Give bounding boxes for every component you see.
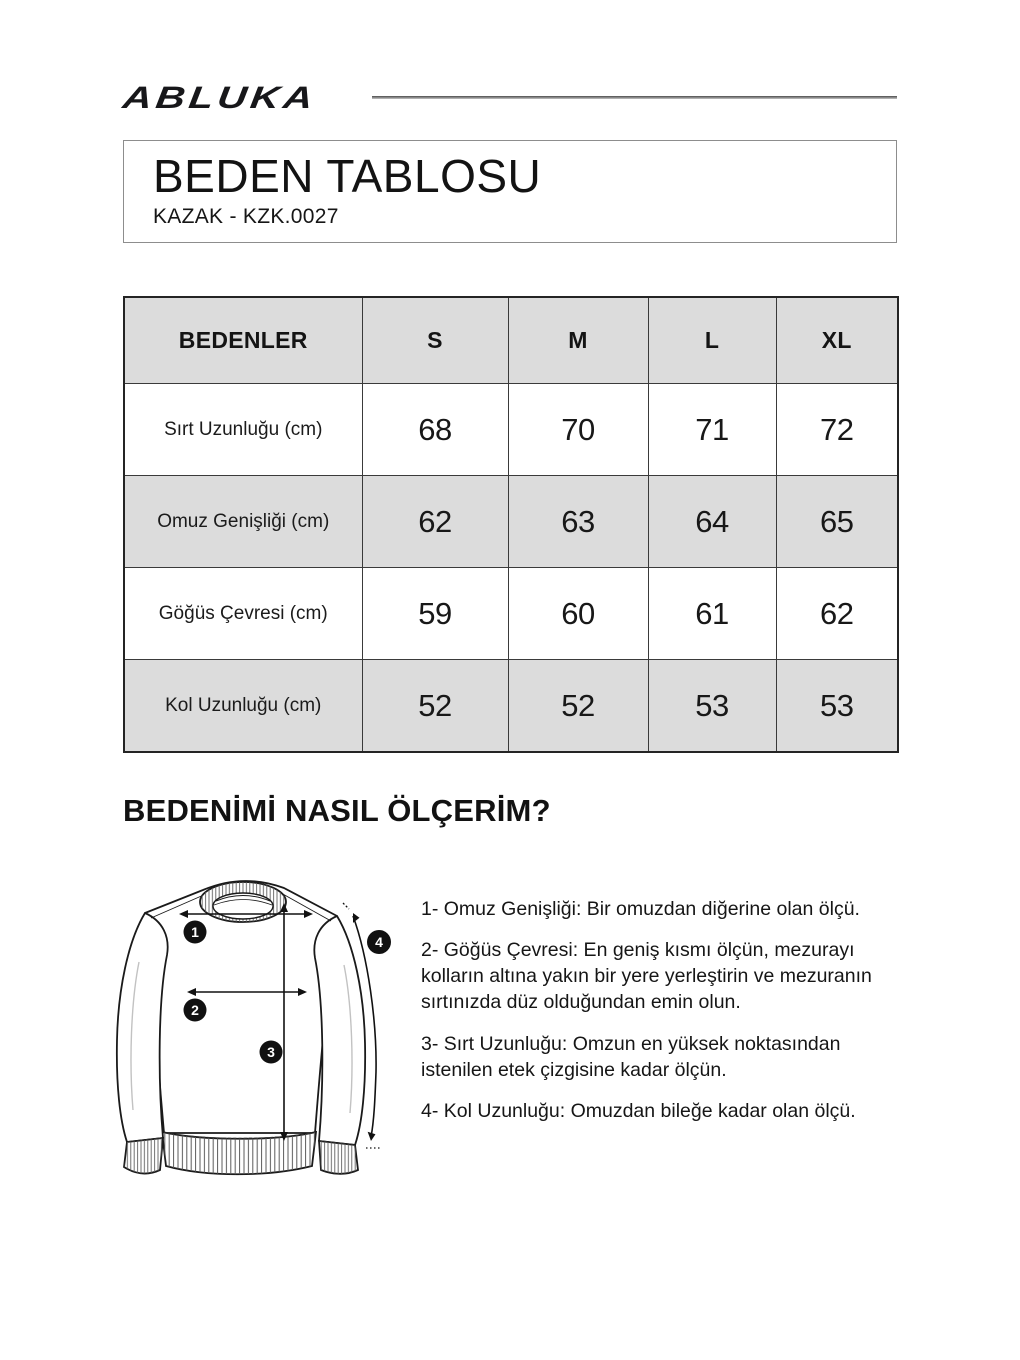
sweater-measurement-diagram-icon [100,860,420,1205]
sweater-right-sleeve [314,916,365,1145]
table-row-sirt-uzunlugu [124,384,898,476]
instruction-sleeve-length: 4- Kol Uzunluğu: Omuzdan bileğe kadar olan ölçü. [421,1099,856,1122]
cell-value: 53 [648,660,776,753]
diagram-marker-4 [367,930,391,954]
row-label: Kol Uzunluğu (cm) [124,660,362,753]
product-code: KAZAK - KZK.0027 [153,204,339,228]
table-row-omuz-genisligi [124,476,898,568]
brand-header [120,79,897,115]
instruction-back-length: 3- Sırt Uzunluğu: Omzun en yüksek noktasından istenilen etek çizgisine kadar ölçün. [421,1032,841,1081]
cell-value: 64 [648,476,776,568]
measure-instructions [421,896,915,1124]
row-label: Göğüs Çevresi (cm) [124,568,362,660]
cell-value: 52 [362,660,508,753]
cell-value: 72 [776,384,898,476]
sweater-left-sleeve [117,913,168,1142]
row-label: Sırt Uzunluğu (cm) [124,384,362,476]
instruction-shoulder-width: 1- Omuz Genişliği: Bir omuzdan diğerine olan ölçü. [421,898,860,920]
measure-section-heading: BEDENİMİ NASIL ÖLÇERİM? [123,793,551,828]
cell-value: 63 [508,476,648,568]
header-cell-s: S [362,297,508,384]
brand-logo: ABLUKA [120,79,319,115]
header-cell-m: M [508,297,648,384]
cell-value: 62 [776,568,898,660]
row-label: Omuz Genişliği (cm) [124,476,362,568]
header-cell-bedenler: BEDENLER [124,297,362,384]
cell-value: 59 [362,568,508,660]
cell-value: 68 [362,384,508,476]
cell-value: 60 [508,568,648,660]
table-row-gogus-cevresi [124,568,898,660]
size-table [123,296,899,753]
svg-text:1: 1 [191,924,199,940]
diagram-marker-1 [184,921,207,944]
header-cell-l: L [648,297,776,384]
page-title: BEDEN TABLOSU [153,150,542,202]
table-row-kol-uzunlugu [124,660,898,753]
cell-value: 53 [776,660,898,753]
svg-text:3: 3 [267,1044,275,1060]
diagram-marker-2 [184,999,207,1022]
cell-value: 61 [648,568,776,660]
diagram-marker-3 [260,1041,283,1064]
size-table-header-row [124,297,898,384]
svg-text:4: 4 [375,934,383,950]
title-card [123,140,897,243]
cell-value: 70 [508,384,648,476]
header-divider-line [372,96,897,99]
cell-value: 52 [508,660,648,753]
instruction-chest: 2- Göğüs Çevresi: En geniş kısmı ölçün, mezurayı kolların altına yakın bir yere yerleştirin ve mezuranın sırtınızda düz olduğundan emin olun. [421,939,872,1014]
cell-value: 71 [648,384,776,476]
header-cell-xl: XL [776,297,898,384]
cell-value: 65 [776,476,898,568]
svg-text:2: 2 [191,1002,199,1018]
cell-value: 62 [362,476,508,568]
